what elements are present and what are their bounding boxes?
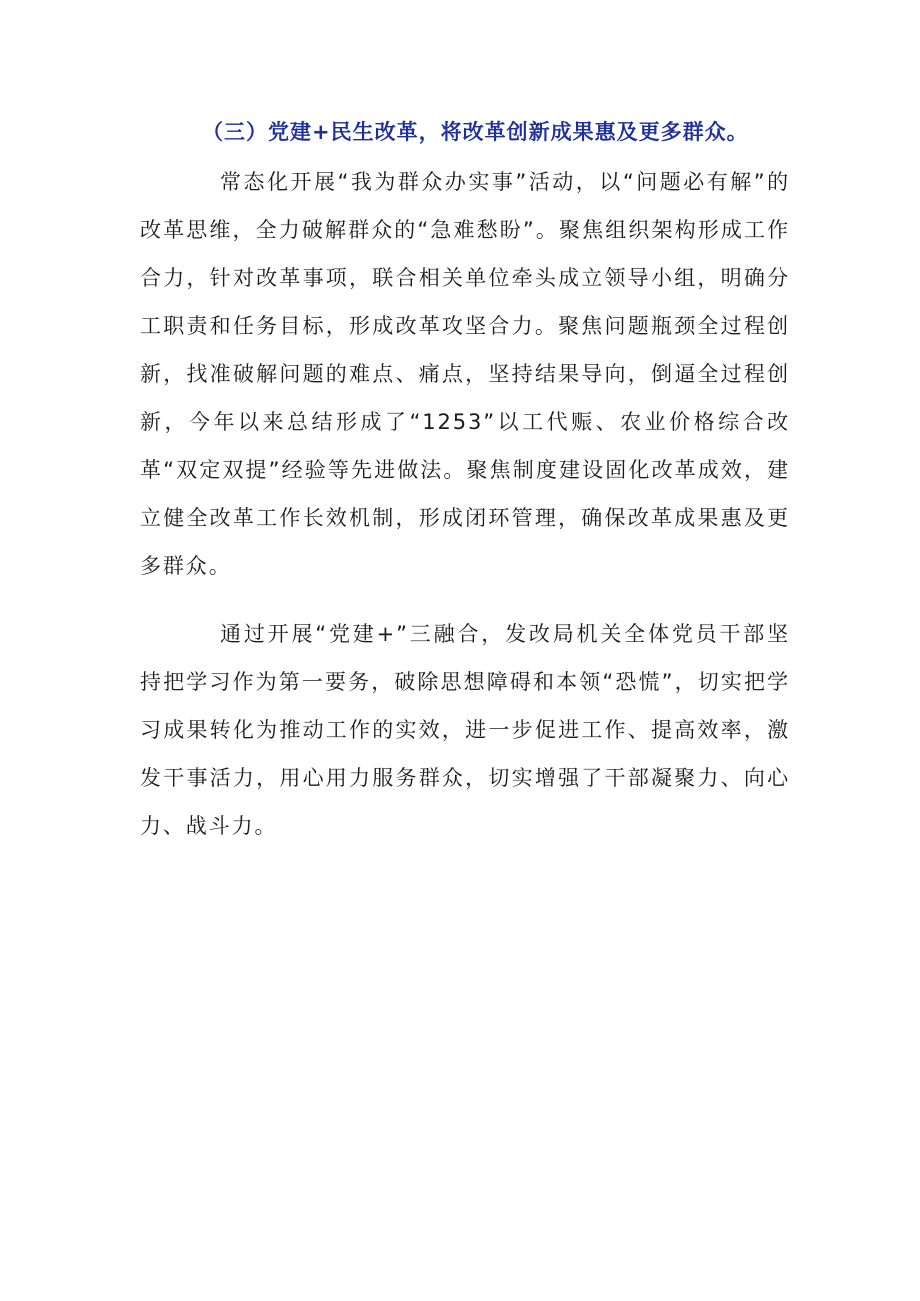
document-body xyxy=(140,112,790,850)
section-heading: （三）党建+民生改革，将改革创新成果惠及更多群众。 xyxy=(202,120,749,144)
paragraph-reform-measures: 常态化开展“我为群众办实事”活动，以“问题必有解”的改革思维，全力破解群众的“急难愁盼”。聚焦组织架构形成工作合力，针对改革事项，联合相关单位牵头成立领导小组，明确分工职责和任务目标，形成改革攻坚合力。聚焦问题瓶颈全过程创新，找准破解问题的难点、痛点，坚持结果导向，倒逼全过程创新，今年以来总结形成了“1253”以工代赈、农业价格综合改革“双定双提”经验等先进做法。聚焦制度建设固化改革成效，建立健全改革工作长效机制，形成闭环管理，确保改革成果惠及更多群众。 xyxy=(140,170,790,578)
paragraph-summary: 通过开展“党建+”三融合，发改局机关全体党员干部坚持把学习作为第一要务，破除思想障碍和本领“恐慌”，切实把学习成果转化为推动工作的实效，进一步促进工作、提高效率，激发干事活力，用心用力服务群众，切实增强了干部凝聚力、向心力、战斗力。 xyxy=(140,622,790,838)
